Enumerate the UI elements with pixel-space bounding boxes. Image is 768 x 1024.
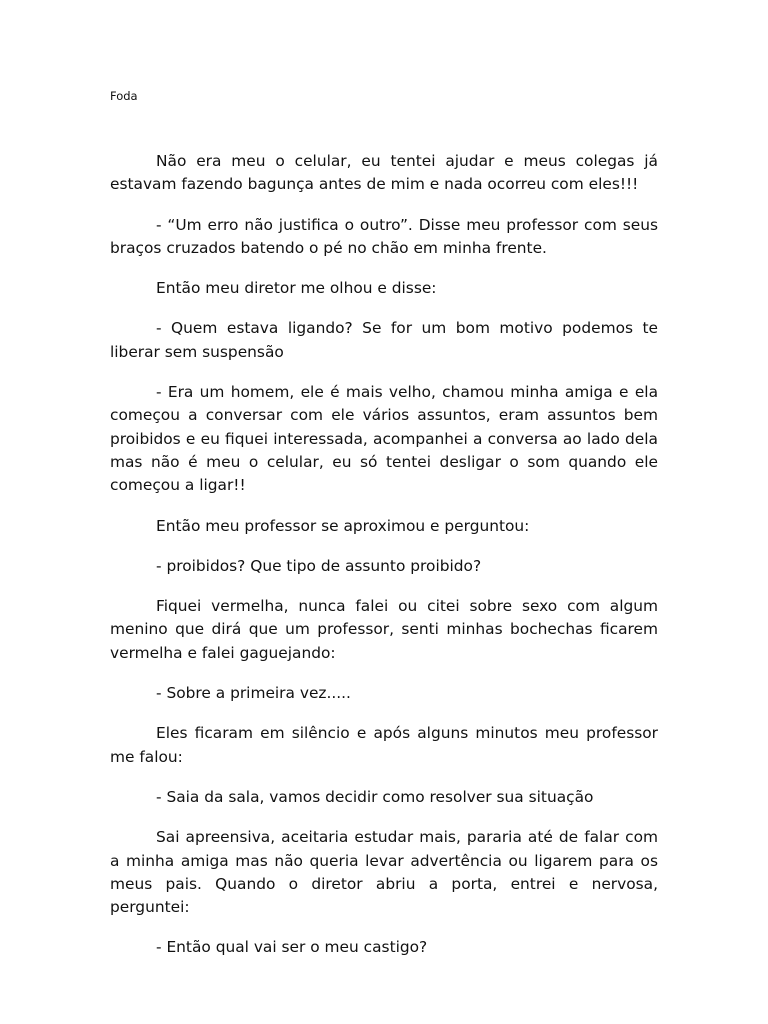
paragraph: Não era meu o celular, eu tentei ajudar e meus colegas já estavam fazendo bagunça antes de mim e nada ocorreu com eles!!! — [110, 152, 658, 194]
paragraph: Então meu diretor me olhou e disse: — [156, 279, 437, 298]
paragraph: - proibidos? Que tipo de assunto proibido? — [156, 556, 482, 575]
paragraph: - Saia da sala, vamos decidir como resolver sua situação — [156, 787, 594, 806]
paragraph: Fiquei vermelha, nunca falei ou citei sobre sexo com algum menino que dirá que um professor, senti minhas bochechas ficarem vermelha e falei gaguejando: — [110, 597, 658, 662]
paragraph: - “Um erro não justifica o outro”. Disse meu professor com seus braços cruzados batendo o pé no chão em minha frente. — [110, 215, 658, 257]
paragraph: - Sobre a primeira vez..... — [156, 684, 351, 703]
paragraph: Sai apreensiva, aceitaria estudar mais, pararia até de falar com a minha amiga mas não queria levar advertência ou ligarem para os meus pais. Quando o diretor abriu a porta, entrei e nervosa, perguntei: — [110, 828, 658, 917]
paragraph: Então meu professor se aproximou e perguntou: — [156, 516, 530, 535]
paragraph: - Era um homem, ele é mais velho, chamou minha amiga e ela começou a conversar com ele vários assuntos, eram assuntos bem proibidos e eu fiquei interessada, acompanhei a conversa ao lado dela mas não é meu o celular, eu só tentei desligar o som quando ele começou a ligar!! — [110, 383, 658, 495]
paragraph: - Então qual vai ser o meu castigo? — [156, 938, 428, 957]
document-header: Foda — [110, 89, 138, 103]
paragraph: Eles ficaram em silêncio e após alguns minutos meu professor me falou: — [110, 724, 658, 766]
paragraph: - Quem estava ligando? Se for um bom motivo podemos te liberar sem suspensão — [110, 319, 658, 361]
document-body — [110, 150, 658, 977]
